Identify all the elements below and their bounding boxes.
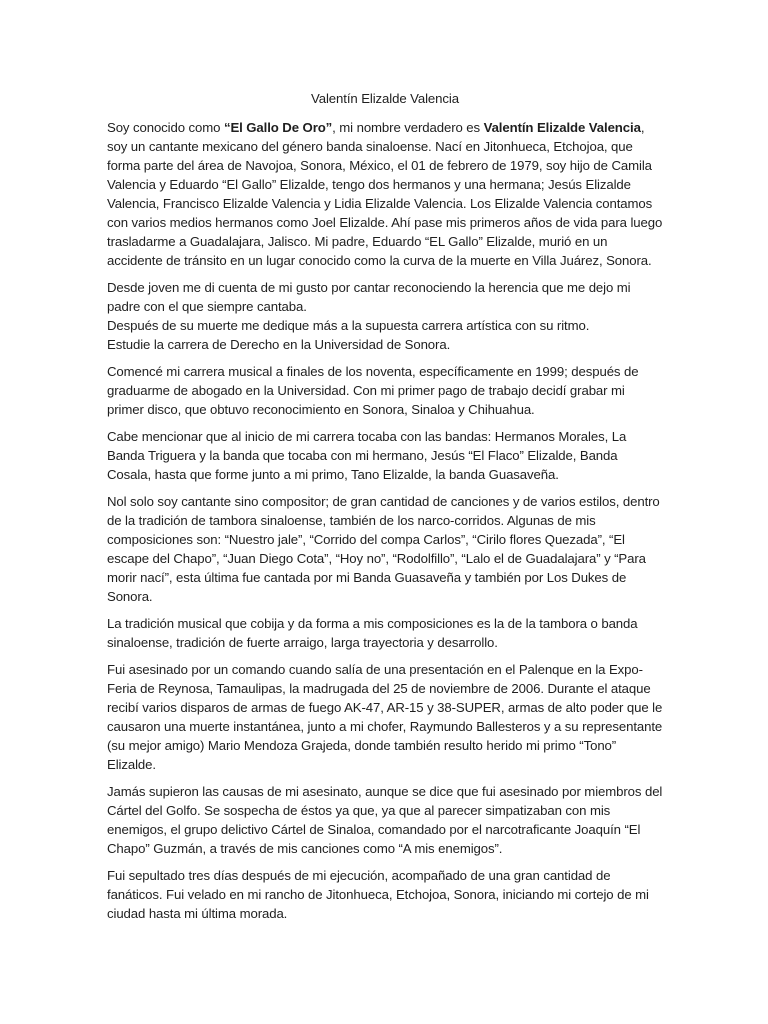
p1-rest: , soy un cantante mexicano del género banda sinaloense. Nací en Jitonhueca, Etchojoa, que forma parte del área de Navojoa, Sonora, México, el 01 de febrero de 1979, soy hijo de Camila Valencia y Eduardo “El Gallo” Elizalde, tengo dos hermanos y una hermana; Jesús Elizalde Valencia, Francisco Elizalde Valencia y Lidia Elizalde Valencia. Los Elizalde Valencia contamos con varios medios hermanos como Joel Elizalde. Ahí pase mis primeros años de vida para luego trasladarme a Guadalajara, Jalisco. Mi padre, Eduardo “EL Gallo” Elizalde, murió en un accidente de tránsito en un lugar conocido como la curva de la muerte en Villa Juárez, Sonora. [107,120,663,268]
paragraph-2 [107,278,663,354]
paragraph-7: Fui asesinado por un comando cuando salía de una presentación en el Palenque en la Expo-Feria de Reynosa, Tamaulipas, la madrugada del 25 de noviembre de 2006. Durante el ataque recibí varios disparos de armas de fuego AK-47, AR-15 y 38-SUPER, armas de alto poder que le causaron una muerte instantánea, junto a mi chofer, Raymundo Ballesteros y a su representante (su mejor amigo) Mario Mendoza Grajeda, donde también resulto herido mi primo “Tono” Elizalde. [107,662,663,772]
paragraph-1 [107,118,663,270]
p1-nickname: “El Gallo De Oro” [223,120,333,135]
document-page [107,88,663,931]
p2-line-2: Después de su muerte me dedique más a la supuesta carrera artística con su ritmo. [107,318,590,333]
paragraph-9: Fui sepultado tres días después de mi ejecución, acompañado de una gran cantidad de fanáticos. Fui velado en mi rancho de Jitonhueca, Etchojoa, Sonora, iniciando mi cortejo de mi ciudad hasta mi última morada. [107,868,649,921]
paragraph-6: La tradición musical que cobija y da forma a mis composiciones es la de la tambora o banda sinaloense, tradición de fuerte arraigo, larga trayectoria y desarrollo. [107,616,638,650]
paragraph-8: Jamás supieron las causas de mi asesinato, aunque se dice que fui asesinado por miembros del Cártel del Golfo. Se sospecha de éstos ya que, ya que al parecer simpatizaban con mis enemigos, el grupo delictivo Cártel de Sinaloa, comandado por el narcotraficante Joaquín “El Chapo” Guzmán, a través de mis canciones como “A mis enemigos”. [107,784,663,856]
p1-intro: Soy conocido como [107,120,224,135]
paragraph-5: Nol solo soy cantante sino compositor; de gran cantidad de canciones y de varios estilos, dentro de la tradición de tambora sinaloense, también de los narco-corridos. Algunas de mis composiciones son: “Nuestro jale”, “Corrido del compa Carlos”, “Cirilo flores Quezada”, “El escape del Chapo”, “Juan Diego Cota”, “Hoy no”, “Rodolfillo”, “Lalo el de Guadalajara” y “Para morir nací”, esta última fue cantada por mi Banda Guasaveña y también por Los Dukes de Sonora. [107,494,660,604]
p1-mid: , mi nombre verdadero es [332,120,484,135]
p2-line-1: Desde joven me di cuenta de mi gusto por cantar reconociendo la herencia que me dejo mi padre con el que siempre cantaba. [107,280,631,314]
paragraph-4: Cabe mencionar que al inicio de mi carrera tocaba con las bandas: Hermanos Morales, La Banda Triguera y la banda que tocaba con mi hermano, Jesús “El Flaco” Elizalde, Banda Cosala, hasta que forme junto a mi primo, Tano Elizalde, la banda Guasaveña. [107,429,627,482]
p2-line-3: Estudie la carrera de Derecho en la Universidad de Sonora. [107,337,451,352]
document-title: Valentín Elizalde Valencia [311,91,459,106]
paragraph-3: Comencé mi carrera musical a finales de los noventa, específicamente en 1999; después de graduarme de abogado en la Universidad. Con mi primer pago de trabajo decidí grabar mi primer disco, que obtuvo reconocimiento en Sonora, Sinaloa y Chihuahua. [107,364,639,417]
p1-realname: Valentín Elizalde Valencia [483,120,641,135]
